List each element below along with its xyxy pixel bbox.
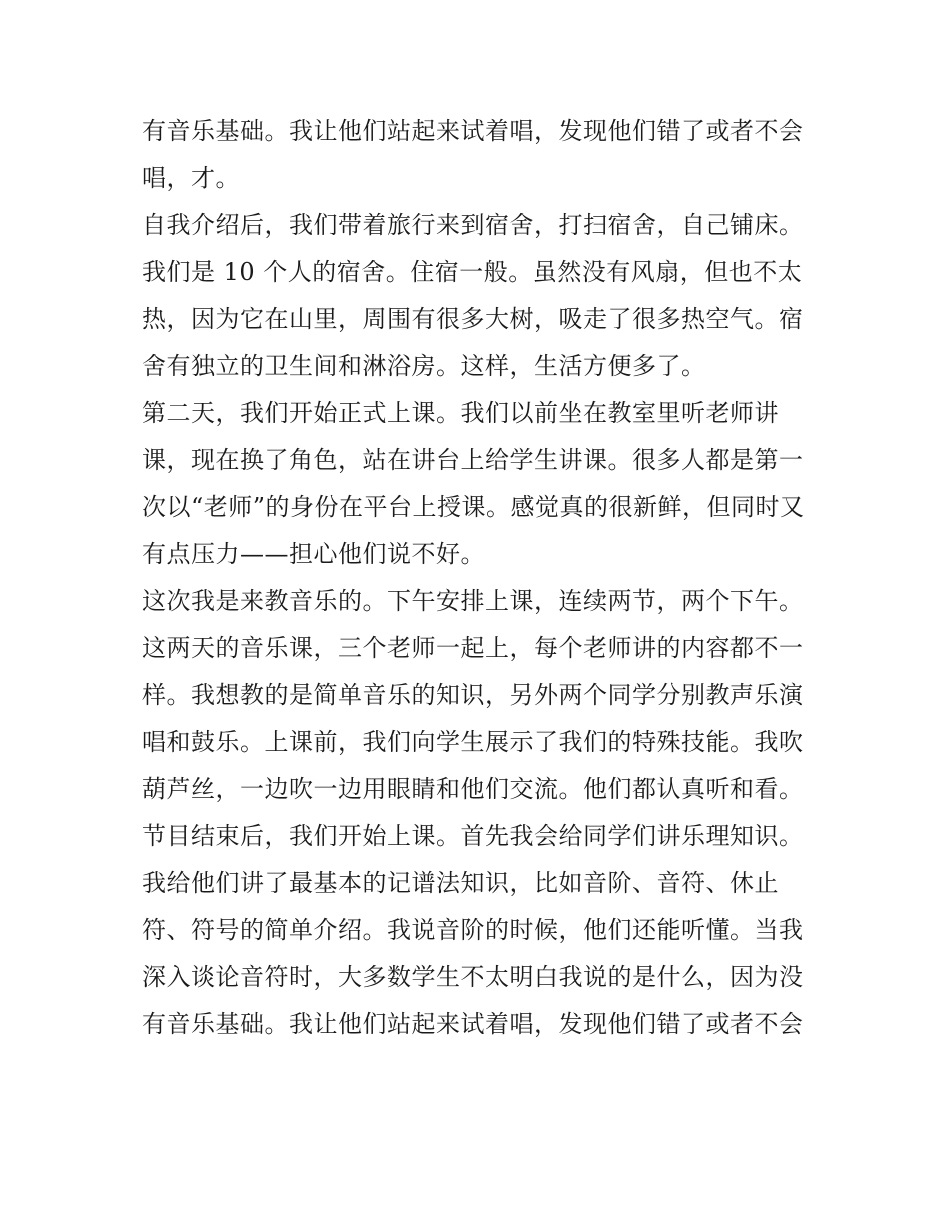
- text-line: 我们是 10 个人的宿舍。住宿一般。虽然没有风扇，但也不太: [142, 258, 803, 286]
- text-line: 有点压力——担心他们说不好。: [142, 540, 485, 568]
- text-line: 舍有独立的卫生间和淋浴房。这样，生活方便多了。: [142, 352, 706, 380]
- text-line: 有音乐基础。我让他们站起来试着唱，发现他们错了或者不会: [142, 117, 804, 145]
- text-line: 葫芦丝，一边吹一边用眼睛和他们交流。他们都认真听和看。: [142, 775, 804, 803]
- text-line: 这两天的音乐课，三个老师一起上，每个老师讲的内容都不一: [142, 634, 804, 662]
- text-line: 课，现在换了角色，站在讲台上给学生讲课。很多人都是第一: [142, 446, 804, 474]
- text-line: 自我介绍后，我们带着旅行来到宿舍，打扫宿舍，自己铺床。: [142, 211, 804, 239]
- text-line: 我给他们讲了最基本的记谱法知识，比如音阶、音符、休止: [142, 869, 779, 897]
- text-line: 深入谈论音符时，大多数学生不太明白我说的是什么，因为没: [142, 963, 804, 991]
- text-line: 节目结束后，我们开始上课。首先我会给同学们讲乐理知识。: [142, 822, 804, 850]
- text-line: 次以“老师”的身份在平台上授课。感觉真的很新鲜，但同时又: [142, 493, 805, 521]
- text-line: 样。我想教的是简单音乐的知识，另外两个同学分别教声乐演: [142, 681, 804, 709]
- text-line: 热，因为它在山里，周围有很多大树，吸走了很多热空气。宿: [142, 305, 804, 333]
- text-line: 符、符号的简单介绍。我说音阶的时候，他们还能听懂。当我: [142, 916, 804, 944]
- text-line: 唱，才。: [142, 164, 240, 192]
- text-line: 第二天，我们开始正式上课。我们以前坐在教室里听老师讲: [142, 399, 779, 427]
- text-line: 唱和鼓乐。上课前，我们向学生展示了我们的特殊技能。我吹: [142, 728, 804, 756]
- text-line: 有音乐基础。我让他们站起来试着唱，发现他们错了或者不会: [142, 1010, 804, 1038]
- document-body: [142, 108, 822, 1048]
- text-line: 这次我是来教音乐的。下午安排上课，连续两节，两个下午。: [142, 587, 804, 615]
